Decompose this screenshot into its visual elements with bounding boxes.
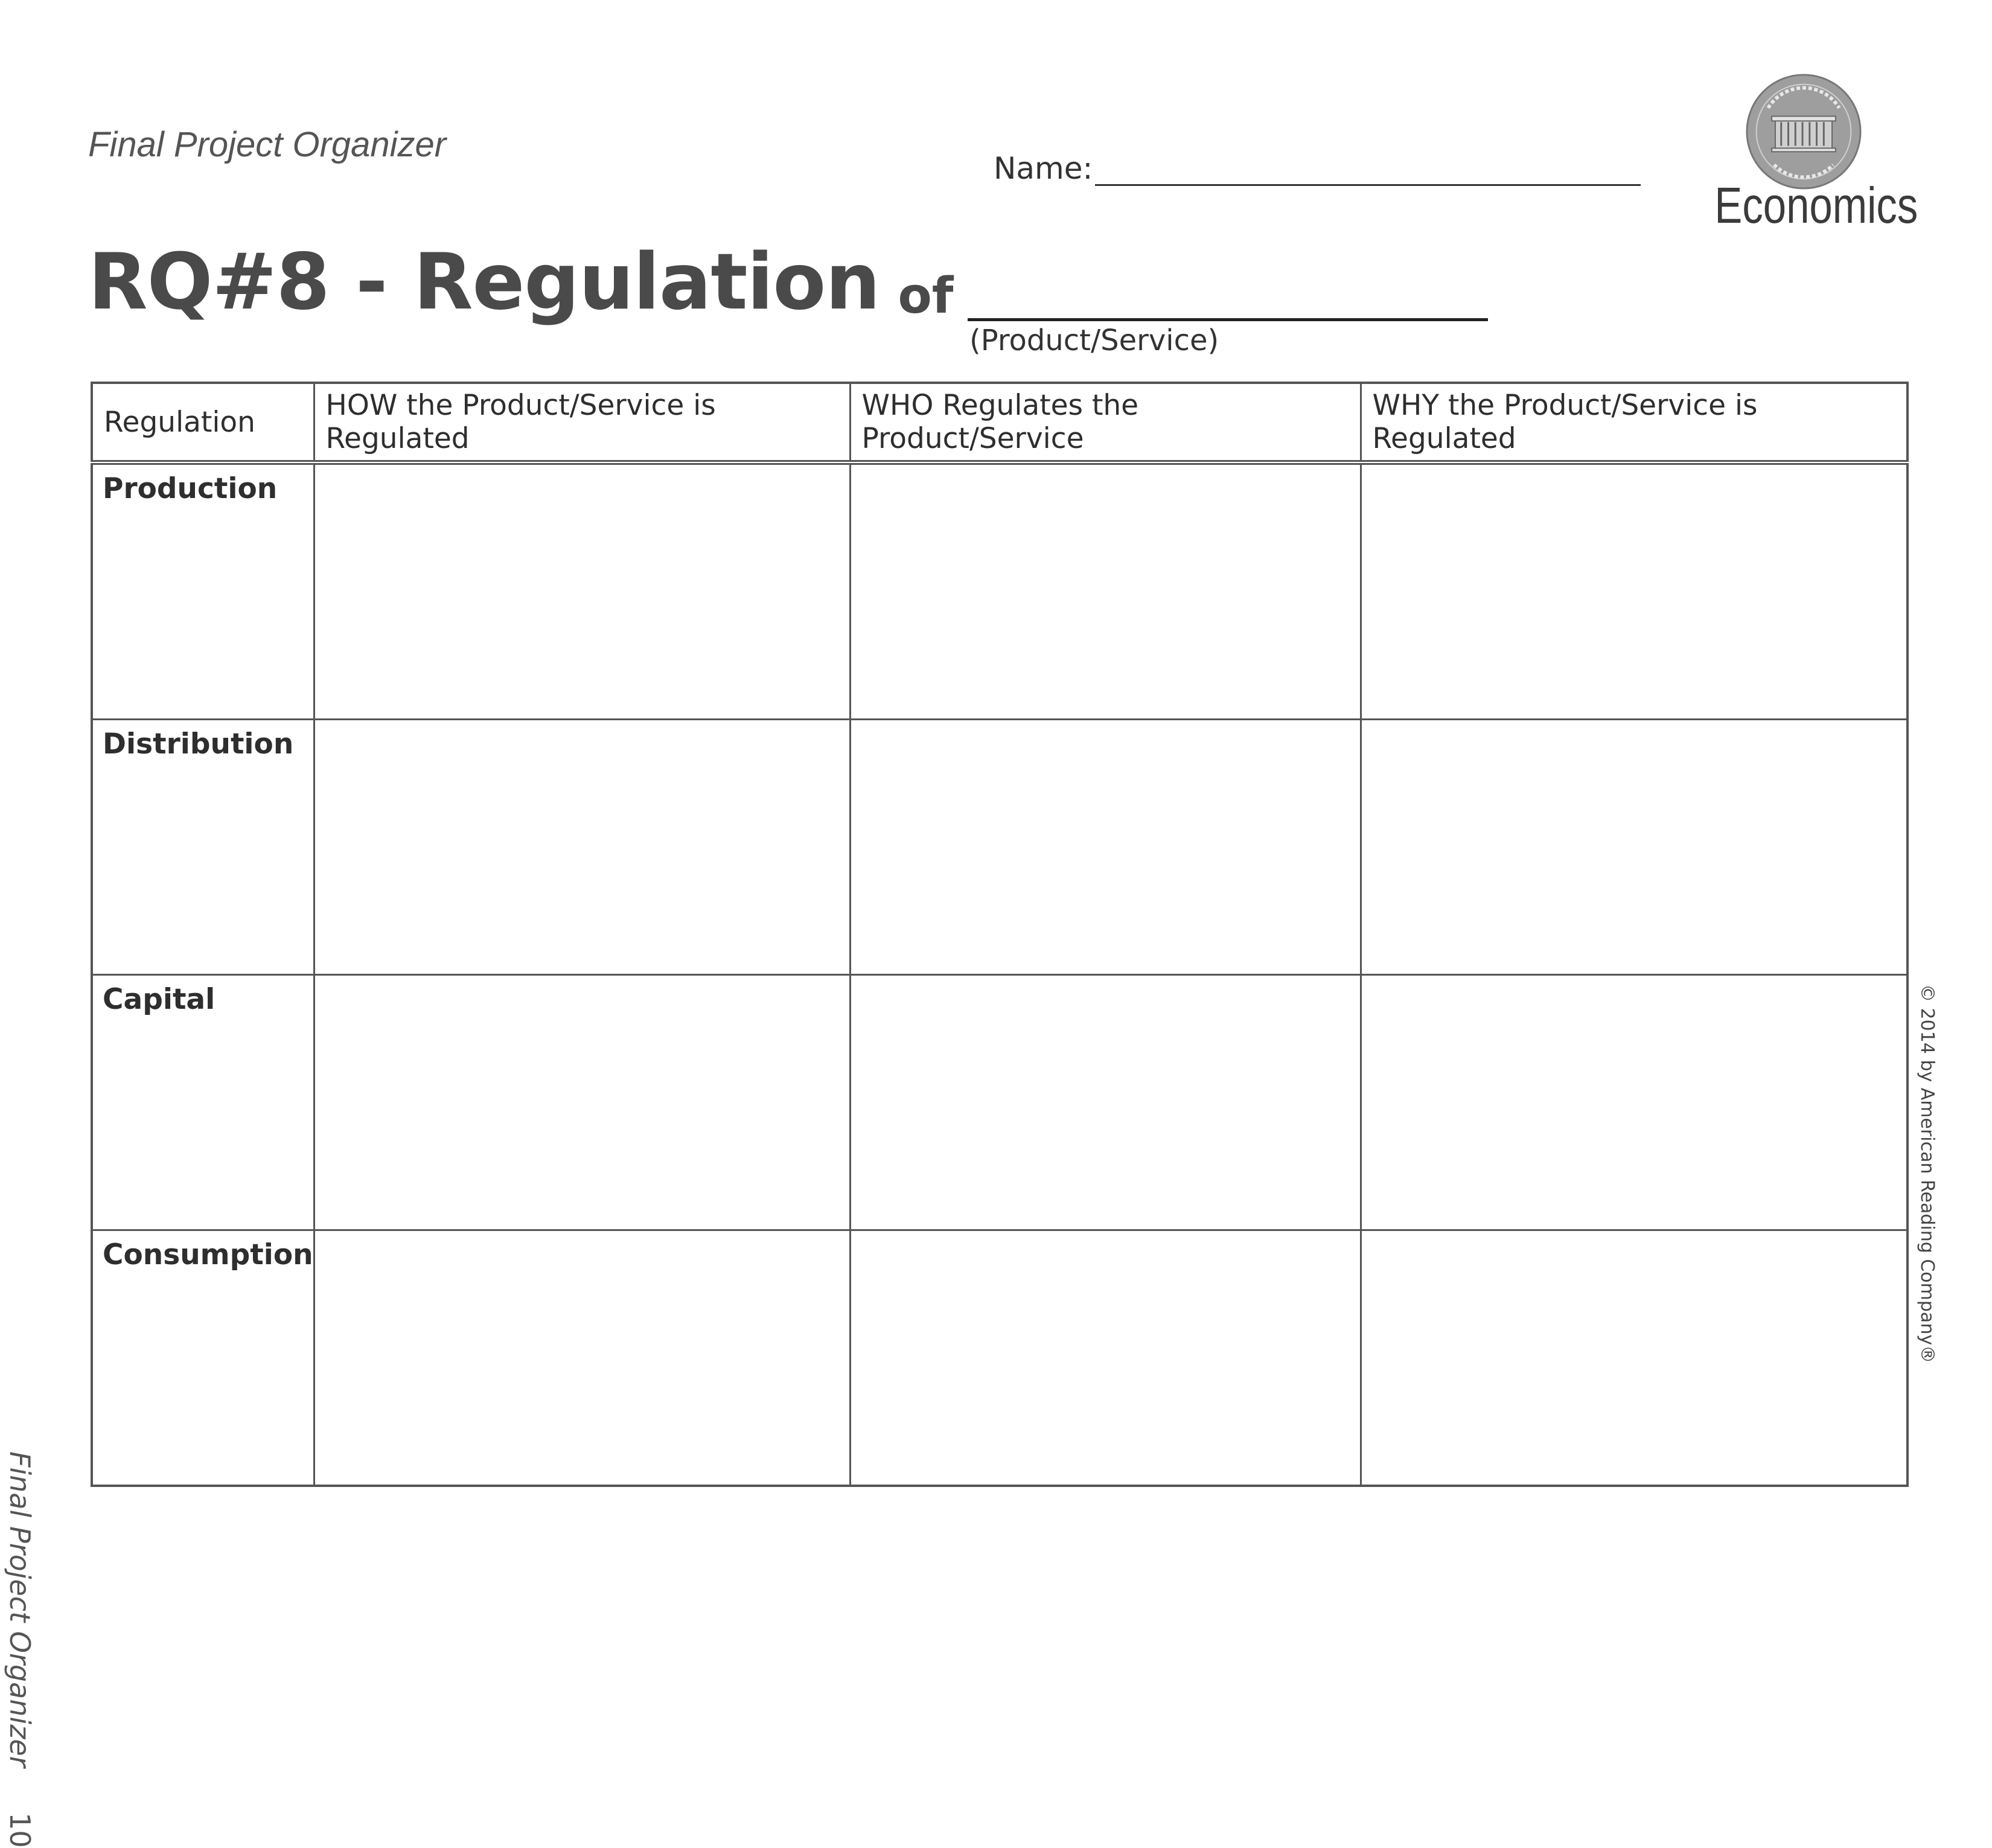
answer-cell[interactable] (1361, 975, 1907, 1230)
penny-coin-icon (1745, 72, 1863, 191)
brand-wordmark: Economics (1714, 177, 1918, 234)
column-header: Regulation (92, 383, 314, 462)
page-number: 10 (4, 1812, 36, 1848)
answer-cell[interactable] (850, 1230, 1361, 1486)
answer-cell[interactable] (314, 720, 850, 975)
side-title: Final Project Organizer (4, 1451, 36, 1768)
answer-cell[interactable] (850, 720, 1361, 975)
table-row (92, 1230, 1907, 1486)
table-row (92, 462, 1907, 720)
answer-cell[interactable] (1361, 720, 1907, 975)
name-field (994, 151, 1641, 186)
answer-cell[interactable] (850, 975, 1361, 1230)
product-blank-line[interactable] (968, 246, 1488, 321)
product-caption: (Product/Service) (969, 324, 1219, 357)
row-label: Consumption (92, 1230, 314, 1486)
answer-cell[interactable] (314, 462, 850, 720)
economics-logo (1695, 68, 1918, 243)
page-subtitle: Final Project Organizer (88, 125, 447, 164)
answer-cell[interactable] (1361, 1230, 1907, 1486)
title-main: RQ#8 - Regulation (88, 237, 880, 327)
organizer-table (91, 382, 1909, 1487)
answer-cell[interactable] (1361, 462, 1907, 720)
answer-cell[interactable] (314, 1230, 850, 1486)
column-header: WHY the Product/Service is Regulated (1361, 383, 1907, 462)
row-label: Production (92, 462, 314, 720)
header-row (92, 383, 1907, 462)
page-title (88, 237, 1488, 327)
answer-cell[interactable] (314, 975, 850, 1230)
title-of: of (898, 267, 954, 325)
answer-cell[interactable] (850, 462, 1361, 720)
row-label: Capital (92, 975, 314, 1230)
column-header: WHO Regulates the Product/Service (850, 383, 1361, 462)
column-header: HOW the Product/Service is Regulated (314, 383, 850, 462)
name-label: Name: (994, 151, 1093, 186)
side-footer (4, 1451, 36, 1848)
table-row (92, 975, 1907, 1230)
table-row (92, 720, 1907, 975)
row-label: Distribution (92, 720, 314, 975)
name-blank-line[interactable] (1095, 154, 1641, 186)
copyright-notice: © 2014 by American Reading Company® (1917, 984, 1938, 1364)
